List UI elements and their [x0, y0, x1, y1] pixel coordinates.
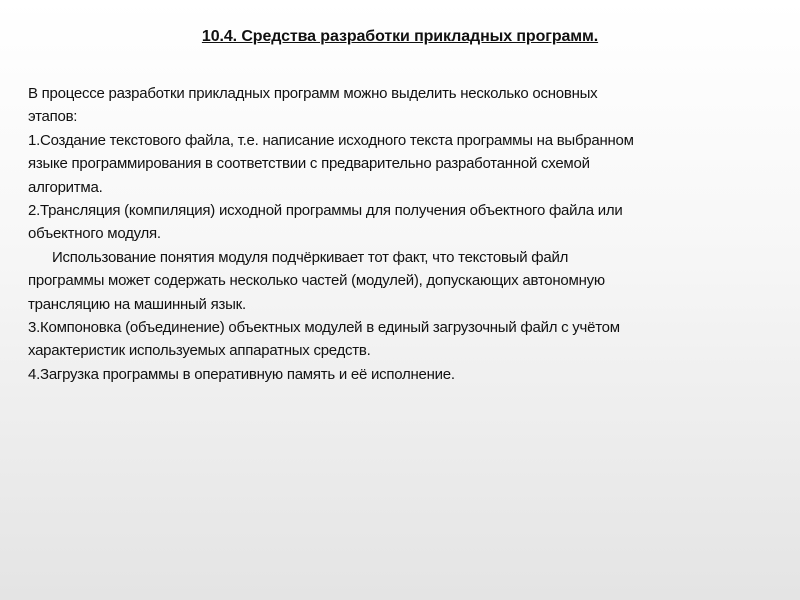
text-line: 2.Трансляция (компиляция) исходной программы для получения объектного файла или: [28, 202, 623, 220]
text-line: Использование понятия модуля подчёркивает тот факт, что текстовый файл: [52, 248, 569, 266]
text-line: 4.Загрузка программы в оперативную память и её исполнение.: [28, 365, 455, 383]
text-line: трансляцию на машинный язык.: [28, 295, 246, 313]
slide-title: 10.4. Средства разработки прикладных программ.: [201, 28, 599, 45]
paragraph-step-3: [28, 316, 788, 363]
text-line: характеристик используемых аппаратных средств.: [28, 342, 371, 360]
paragraph-module-note: [28, 246, 788, 316]
slide-body: [28, 82, 788, 386]
text-line: 3.Компоновка (объединение) объектных модулей в единый загрузочный файл с учётом: [28, 319, 620, 337]
text-line: программы может содержать несколько частей (модулей), допускающих автономную: [28, 272, 605, 290]
paragraph-step-1: [28, 129, 788, 199]
text-line: этапов:: [28, 108, 78, 126]
text-line: 1.Создание текстового файла, т.е. написание исходного текста программы на выбранном: [28, 131, 634, 149]
text-line: В процессе разработки прикладных программ можно выделить несколько основных: [28, 85, 598, 102]
text-line: объектного модуля.: [28, 225, 161, 243]
paragraph-step-2: [28, 199, 788, 246]
text-line: алгоритма.: [28, 178, 103, 196]
text-line: языке программирования в соответствии с предварительно разработанной схемой: [28, 155, 590, 173]
paragraph-intro: [28, 82, 788, 129]
paragraph-step-4: [28, 363, 788, 386]
